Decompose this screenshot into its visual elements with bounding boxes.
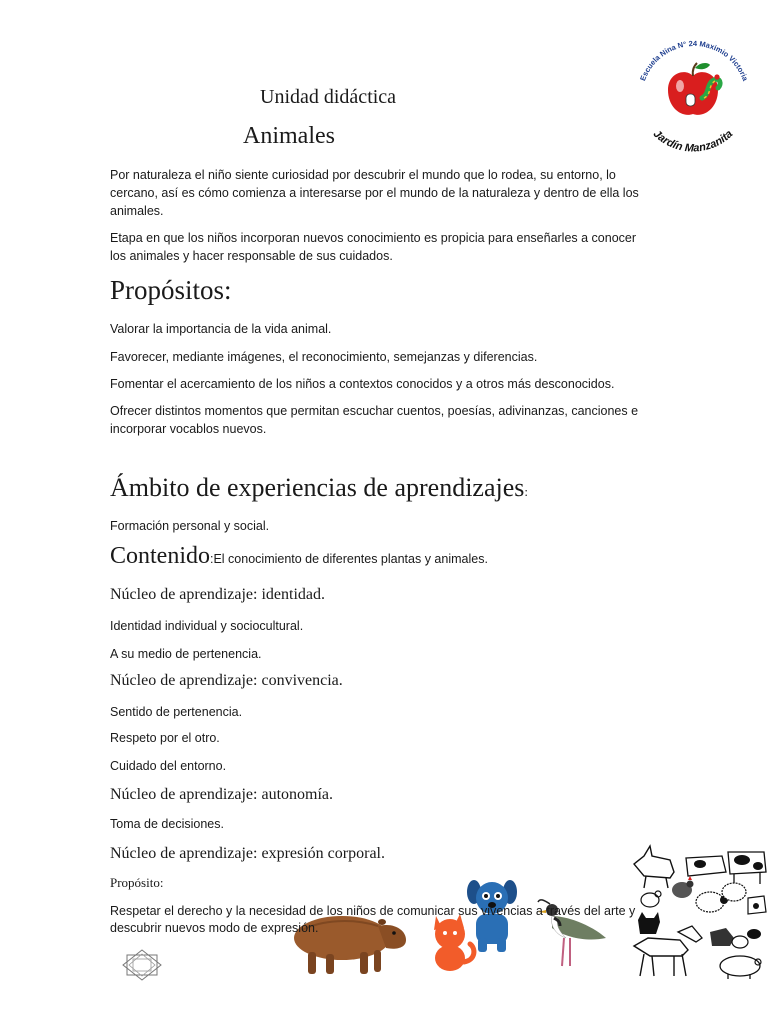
farm-animals-illustration [630, 842, 768, 980]
proposito-line-3: Fomentar el acercamiento de los niños a contextos conocidos y a otros más desconocidos. [110, 377, 615, 391]
nucleo-identidad-item-2: A su medio de pertenencia. [110, 647, 262, 661]
unit-title: Unidad didáctica [260, 86, 397, 108]
nucleo-identidad-title: Núcleo de aprendizaje: identidad. [110, 586, 326, 603]
intro-line-4: Etapa en que los niños incorporan nuevos conocimiento es propicia para enseñarles a conocer [110, 231, 637, 245]
logo-bottom-text: Jardín Manzanita [650, 127, 736, 155]
proposito-line-4: Ofrecer distintos momentos que permitan escuchar cuentos, poesías, adivinanzas, canciones e [110, 404, 639, 418]
intro-line-5: los animales y hacer responsable de sus cuidados. [110, 249, 393, 263]
proposito-line-2: Favorecer, mediante imágenes, el reconocimiento, semejanzas y diferencias. [110, 350, 538, 364]
contenido-text: :El conocimiento de diferentes plantas y animales. [210, 552, 488, 566]
proposito-final-line-2: descubrir nuevos modo de expresión. [110, 921, 319, 935]
nucleo-expresion-title: Núcleo de aprendizaje: expresión corporal. [110, 845, 385, 862]
propositos-heading: Propósitos: [110, 275, 232, 305]
ornament-icon [121, 949, 163, 981]
proposito-line-5: incorporar vocablos nuevos. [110, 422, 267, 436]
ambito-heading-text: Ámbito de experiencias de aprendizajes [110, 473, 525, 502]
topic-title: Animales [243, 123, 335, 149]
proposito-final-label: Propósito: [110, 875, 164, 890]
nucleo-convivencia-item-2: Respeto por el otro. [110, 731, 220, 745]
proposito-line-1: Valorar la importancia de la vida animal. [110, 322, 332, 336]
svg-text:Jardín Manzanita [651, 128, 735, 155]
intro-line-1: Por naturaleza el niño siente curiosidad por descubrir el mundo que lo rodea, su entorno, lo [110, 168, 616, 182]
contenido-line [110, 543, 488, 570]
ambito-colon: : [524, 484, 528, 499]
intro-line-3: animales. [110, 204, 164, 218]
intro-line-2: cercano, así es cómo comienza a interesarse por el mundo de la naturaleza y dentro de ella los [110, 186, 639, 200]
contenido-label: Contenido [110, 543, 210, 569]
logo-top-text: Escuela Nina N° 24 Maximio Victoria [638, 38, 750, 83]
nucleo-convivencia-item-3: Cuidado del entorno. [110, 759, 227, 773]
proposito-final-line-1: Respetar el derecho y la necesidad de los niños de comunicar sus vivencias a través del arte y [110, 904, 636, 918]
nucleo-identidad-item-1: Identidad individual y sociocultural. [110, 619, 304, 633]
nucleo-convivencia-title: Núcleo de aprendizaje: convivencia. [110, 672, 343, 689]
school-logo [628, 28, 758, 158]
ambito-value: Formación personal y social. [110, 519, 270, 533]
ambito-heading [110, 473, 528, 503]
nucleo-autonomia-item-1: Toma de decisiones. [110, 817, 224, 831]
nucleo-convivencia-item-1: Sentido de pertenencia. [110, 705, 243, 719]
nucleo-autonomia-title: Núcleo de aprendizaje: autonomía. [110, 786, 334, 803]
